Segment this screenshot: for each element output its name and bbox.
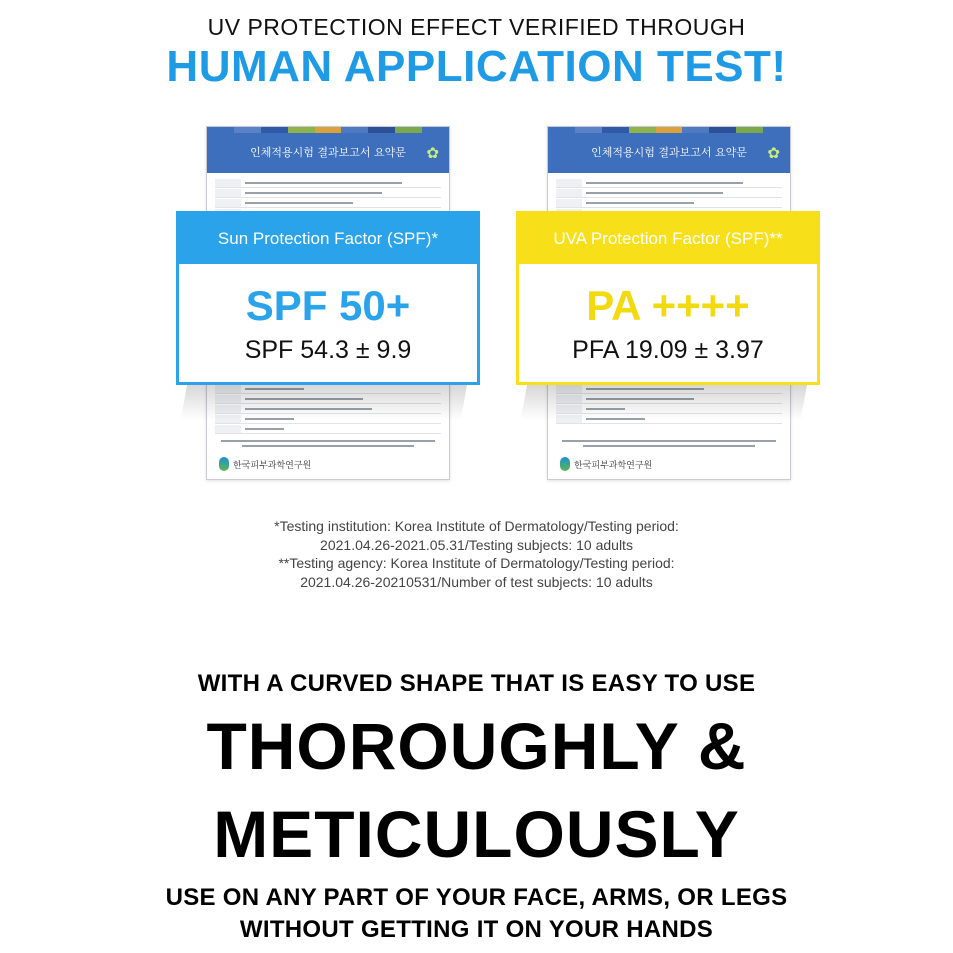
- spf-badge: [176, 211, 480, 385]
- badge-shadow: [521, 384, 807, 420]
- leaf-icon: ✿: [767, 144, 780, 162]
- institute-logo: [560, 457, 652, 471]
- footnote-line: *Testing institution: Korea Institute of Dermatology/Testing period:: [274, 518, 679, 534]
- report-row: [215, 199, 441, 208]
- spf-rating: SPF 50+: [245, 282, 411, 329]
- institute-name: 한국피부과학연구원: [574, 460, 653, 471]
- feature-body-2: WITHOUT GETTING IT ON YOUR HANDS: [239, 916, 714, 943]
- feature-headline-2: METICULOUSLY: [213, 797, 740, 871]
- report-row: [215, 179, 441, 188]
- feature-body-1: USE ON ANY PART OF YOUR FACE, ARMS, OR LEGS: [165, 884, 788, 911]
- report-header: [548, 133, 790, 173]
- spf-measured-value: SPF 54.3 ± 9.9: [244, 336, 412, 364]
- pa-badge-label: UVA Protection Factor (SPF)**: [519, 214, 817, 264]
- badge-shadow: [181, 384, 467, 420]
- report-header: [207, 133, 449, 173]
- feature-headline-1: THOROUGHLY &: [206, 709, 747, 783]
- headline-main: HUMAN APPLICATION TEST!: [166, 42, 787, 91]
- pa-badge: [516, 211, 820, 385]
- institute-name: 한국피부과학연구원: [233, 460, 312, 471]
- report-row: [556, 179, 782, 188]
- report-note: [221, 437, 435, 450]
- testing-footnote: [0, 517, 953, 591]
- report-note: [562, 437, 776, 450]
- report-title: 인체적용시험 결과보고서 요약문: [250, 146, 406, 159]
- report-row: [556, 199, 782, 208]
- report-row: [215, 189, 441, 198]
- footnote-line: 2021.04.26-2021.05.31/Testing subjects: 10 adults: [320, 536, 633, 553]
- feature-subheading: WITH A CURVED SHAPE THAT IS EASY TO USE: [197, 670, 756, 697]
- spf-badge-label: Sun Protection Factor (SPF)*: [179, 214, 477, 264]
- pfa-measured-value: PFA 19.09 ± 3.97: [572, 336, 764, 364]
- report-row: [556, 189, 782, 198]
- pa-rating: PA ++++: [586, 282, 750, 329]
- headline-top: UV PROTECTION EFFECT VERIFIED THROUGH: [207, 14, 746, 40]
- institute-logo-icon: [219, 457, 229, 471]
- institute-logo: [219, 457, 311, 471]
- footnote-line: 2021.04.26-20210531/Number of test subjects: 10 adults: [300, 573, 653, 590]
- report-title: 인체적용시험 결과보고서 요약문: [591, 146, 747, 159]
- institute-logo-icon: [560, 457, 570, 471]
- footnote-line: **Testing agency: Korea Institute of Dermatology/Testing period:: [278, 555, 675, 571]
- report-row: [215, 425, 441, 434]
- leaf-icon: ✿: [426, 144, 439, 162]
